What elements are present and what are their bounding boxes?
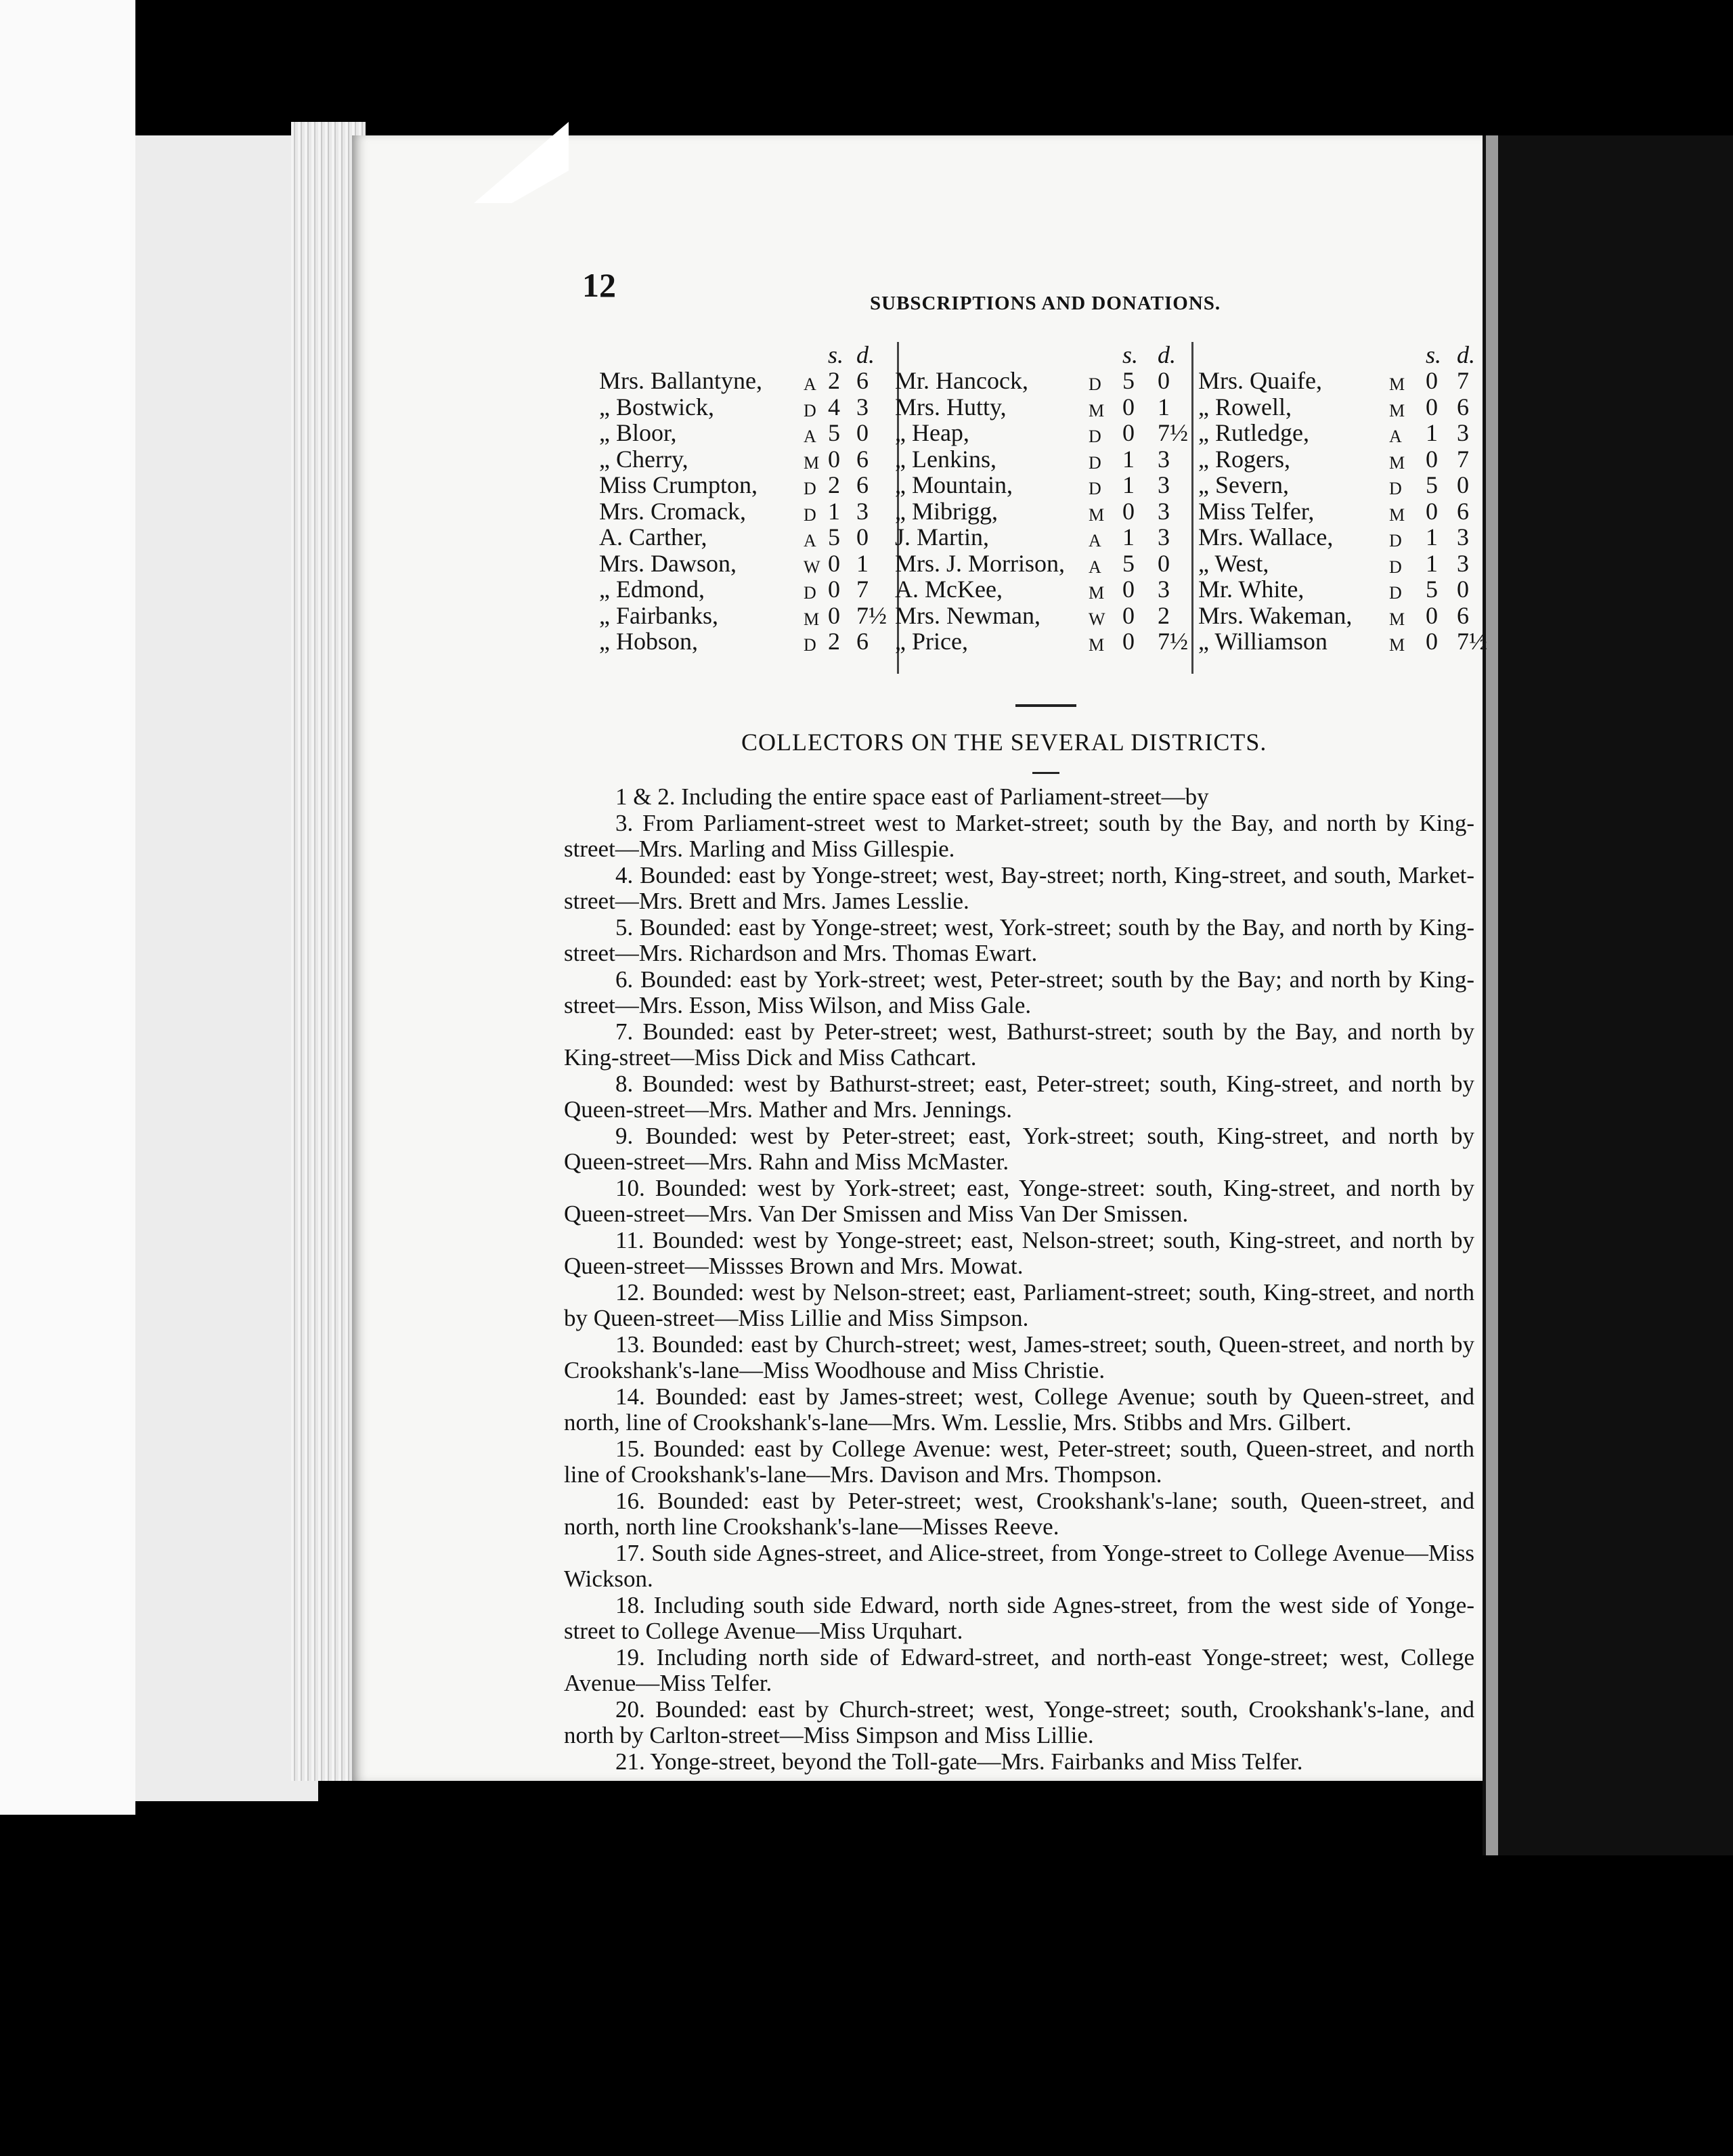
district-entry: 9. Bounded: west by Peter-street; east, York-street; south, King-street, and north by Queen-street—Mrs. Rahn and Miss McMaster. xyxy=(564,1122,1474,1175)
district-code: M xyxy=(1389,400,1405,421)
pence-value: 7½ xyxy=(856,601,887,629)
shillings-value: 5 xyxy=(1122,367,1135,394)
pence-value: 3 xyxy=(1158,445,1170,473)
collectors-heading: COLLECTORS ON THE SEVERAL DISTRICTS. xyxy=(741,729,1267,756)
district-code: W xyxy=(804,557,820,577)
subscriber-name: Mr. Hancock, xyxy=(895,367,1028,394)
pence-value: 6 xyxy=(856,367,869,394)
district-code: D xyxy=(1089,374,1101,394)
district-code: A xyxy=(804,374,816,394)
scan-background xyxy=(0,0,135,1815)
shillings-value: 5 xyxy=(828,419,840,446)
scan-dark-margin xyxy=(1483,135,1733,1855)
district-code: M xyxy=(1389,635,1405,655)
shillings-value: 1 xyxy=(1426,419,1438,446)
shillings-value: 0 xyxy=(1122,576,1135,603)
shillings-value: 5 xyxy=(1426,576,1438,603)
district-code: M xyxy=(1089,583,1105,603)
pence-value: 1 xyxy=(1158,393,1170,421)
heading-dash xyxy=(1032,772,1059,774)
shillings-value: 5 xyxy=(1122,549,1135,577)
page-gutter xyxy=(1486,135,1498,1855)
shillings-value: 0 xyxy=(828,445,840,473)
district-entry: 8. Bounded: west by Bathurst-street; east, Peter-street; south, King-street, and north by Queen-street—Mrs. Mather and Mrs. Jennings. xyxy=(564,1070,1474,1123)
district-entry: 10. Bounded: west by York-street; east, Yonge-street: south, King-street, and north by Queen-street—Mrs. Van Der Smissen and Miss Van Der Smissen. xyxy=(564,1174,1474,1227)
district-code: A xyxy=(804,427,816,446)
shillings-value: 0 xyxy=(1122,628,1135,655)
district-entry: 12. Bounded: west by Nelson-street; east, Parliament-street; south, King-street, and north by Queen-street—Miss Lillie and Miss Simpson. xyxy=(564,1278,1474,1331)
running-head: SUBSCRIPTIONS AND DONATIONS. xyxy=(870,293,1221,314)
subscriber-name: Miss Telfer, xyxy=(1198,497,1315,525)
district-entry: 5. Bounded: east by Yonge-street; west, York-street; south by the Bay, and north by King-street—Mrs. Richardson and Mrs. Thomas Ewart. xyxy=(564,913,1474,966)
subscriber-name: „ Rutledge, xyxy=(1198,419,1309,446)
pence-value: 6 xyxy=(856,445,869,473)
district-entry: 3. From Parliament-street west to Market-street; south by the Bay, and north by King-street—Mrs. Marling and Miss Gillespie. xyxy=(564,809,1474,862)
shillings-value: 0 xyxy=(1122,393,1135,421)
shillings-value: 5 xyxy=(828,523,840,551)
pence-value: 2 xyxy=(1158,601,1170,629)
subscriber-name: Mrs. Cromack, xyxy=(599,497,746,525)
shillings-value: 1 xyxy=(1426,549,1438,577)
subscriber-name: J. Martin, xyxy=(895,523,989,551)
district-code: D xyxy=(804,504,816,525)
district-code: A xyxy=(1089,557,1101,577)
pence-value: 6 xyxy=(1457,601,1469,629)
district-entry: 13. Bounded: east by Church-street; west, James-street; south, Queen-street, and north by Crookshank's-lane—Miss Woodhouse and Miss Christie. xyxy=(564,1331,1474,1383)
subscriber-name: „ Price, xyxy=(895,628,968,655)
pence-value: 7½ xyxy=(1158,628,1188,655)
shillings-value: 1 xyxy=(1122,471,1135,498)
shillings-value: 0 xyxy=(1426,497,1438,525)
subscriber-name: „ Mibrigg, xyxy=(895,497,998,525)
pence-value: 7 xyxy=(1457,367,1469,394)
district-code: M xyxy=(804,609,820,629)
district-entry: 17. South side Agnes-street, and Alice-street, from Yonge-street to College Avenue—Miss Wickson. xyxy=(564,1539,1474,1592)
subscriber-name: Mrs. Quaife, xyxy=(1198,367,1322,394)
pence-value: 0 xyxy=(1457,576,1469,603)
district-code: D xyxy=(1389,531,1402,551)
section-rule xyxy=(1015,704,1076,707)
district-code: D xyxy=(804,583,816,603)
pence-header: d. xyxy=(1158,341,1176,368)
pence-value: 3 xyxy=(1457,419,1469,446)
subscriber-name: Mrs. Wallace, xyxy=(1198,523,1334,551)
district-entry: 15. Bounded: east by College Avenue: west, Peter-street; south, Queen-street, and north line of Crookshank's-lane—Mrs. Davison and Mrs. Thompson. xyxy=(564,1435,1474,1488)
district-code: M xyxy=(1389,504,1405,525)
column-divider xyxy=(1191,342,1193,674)
district-code: M xyxy=(1389,609,1405,629)
district-code: M xyxy=(1089,400,1105,421)
subscriber-name: A. Carther, xyxy=(599,523,707,551)
subscriber-name: „ Hobson, xyxy=(599,628,698,655)
district-code: A xyxy=(1389,427,1402,446)
district-code: M xyxy=(1389,374,1405,394)
district-code: W xyxy=(1089,609,1105,629)
pence-value: 6 xyxy=(856,628,869,655)
subscriber-name: Mr. White, xyxy=(1198,576,1304,603)
shillings-header: s. xyxy=(1122,341,1139,368)
pence-value: 1 xyxy=(856,549,869,577)
subscriber-name: „ Williamson xyxy=(1198,628,1328,655)
pence-value: 3 xyxy=(1158,576,1170,603)
shillings-value: 1 xyxy=(1426,523,1438,551)
pence-header: d. xyxy=(1457,341,1475,368)
shillings-value: 1 xyxy=(828,497,840,525)
pence-value: 3 xyxy=(1457,549,1469,577)
shillings-value: 0 xyxy=(1122,419,1135,446)
shillings-value: 0 xyxy=(1426,601,1438,629)
district-code: D xyxy=(1089,452,1101,473)
shillings-value: 0 xyxy=(828,576,840,603)
pence-value: 7 xyxy=(1457,445,1469,473)
subscriber-name: „ Heap, xyxy=(895,419,969,446)
district-entry: 6. Bounded: east by York-street; west, Peter-street; south by the Bay; and north by King-street—Mrs. Esson, Miss Wilson, and Miss Gale. xyxy=(564,966,1474,1018)
pence-value: 7½ xyxy=(1158,419,1188,446)
pence-header: d. xyxy=(856,341,875,368)
subscriber-name: „ Cherry, xyxy=(599,445,688,473)
shillings-value: 2 xyxy=(828,628,840,655)
shillings-value: 4 xyxy=(828,393,840,421)
pence-value: 6 xyxy=(1457,393,1469,421)
pence-value: 3 xyxy=(1158,497,1170,525)
district-entry: 20. Bounded: east by Church-street; west, Yonge-street; south, Crookshank's-lane, and north by Carlton-street—Miss Simpson and Miss Lillie. xyxy=(564,1696,1474,1748)
shillings-value: 0 xyxy=(1426,628,1438,655)
district-list xyxy=(564,784,1474,1775)
subscriber-name: Mrs. J. Morrison, xyxy=(895,549,1066,577)
district-entry: 16. Bounded: east by Peter-street; west, Crookshank's-lane; south, Queen-street, and north, north line Crookshank's-lane—Misses Reeve. xyxy=(564,1487,1474,1540)
district-entry: 19. Including north side of Edward-street, and north-east Yonge-street; west, College Avenue—Miss Telfer. xyxy=(564,1643,1474,1696)
district-code: D xyxy=(804,635,816,655)
district-entry: 21. Yonge-street, beyond the Toll-gate—Mrs. Fairbanks and Miss Telfer. xyxy=(615,1748,1303,1775)
shillings-value: 1 xyxy=(1122,523,1135,551)
pence-value: 6 xyxy=(1457,497,1469,525)
pence-value: 0 xyxy=(1158,549,1170,577)
district-code: A xyxy=(804,531,816,551)
subscriber-name: „ Bostwick, xyxy=(599,393,714,421)
pence-value: 3 xyxy=(1457,523,1469,551)
page-number: 12 xyxy=(582,266,616,304)
subscriber-name: Mrs. Wakeman, xyxy=(1198,601,1353,629)
district-entry: 7. Bounded: east by Peter-street; west, Bathurst-street; south by the Bay, and north by King-street—Miss Dick and Miss Cathcart. xyxy=(564,1018,1474,1071)
district-entry: 1 & 2. Including the entire space east of Parliament-street—by xyxy=(615,783,1209,810)
subscriber-name: „ Rowell, xyxy=(1198,393,1292,421)
pence-value: 0 xyxy=(1457,471,1469,498)
shillings-value: 1 xyxy=(1122,445,1135,473)
shillings-header: s. xyxy=(1426,341,1442,368)
pence-value: 3 xyxy=(856,497,869,525)
subscriber-name: Mrs. Ballantyne, xyxy=(599,367,762,394)
district-code: D xyxy=(1089,427,1101,446)
subscriber-name: „ West, xyxy=(1198,549,1269,577)
shillings-value: 0 xyxy=(1122,601,1135,629)
pence-value: 3 xyxy=(856,393,869,421)
pence-value: 3 xyxy=(1158,471,1170,498)
district-code: M xyxy=(1089,504,1105,525)
pence-value: 7½ xyxy=(1457,628,1487,655)
shillings-value: 0 xyxy=(828,601,840,629)
district-code: D xyxy=(1089,479,1101,498)
pence-value: 0 xyxy=(856,523,869,551)
shillings-value: 0 xyxy=(828,549,840,577)
subscriber-name: „ Mountain, xyxy=(895,471,1013,498)
district-entry: 18. Including south side Edward, north side Agnes-street, from the west side of Yonge-street to College Avenue—Miss Urquhart. xyxy=(564,1591,1474,1644)
subscriber-name: „ Severn, xyxy=(1198,471,1289,498)
subscriber-name: Mrs. Newman, xyxy=(895,601,1040,629)
district-code: M xyxy=(1389,452,1405,473)
shillings-header: s. xyxy=(828,341,844,368)
district-code: A xyxy=(1089,531,1101,551)
subscriber-name: „ Edmond, xyxy=(599,576,705,603)
pence-value: 0 xyxy=(1158,367,1170,394)
district-code: D xyxy=(1389,583,1402,603)
shillings-value: 2 xyxy=(828,367,840,394)
subscriber-name: Mrs. Dawson, xyxy=(599,549,737,577)
district-code: D xyxy=(1389,557,1402,577)
district-code: D xyxy=(804,479,816,498)
district-code: M xyxy=(804,452,820,473)
shillings-value: 0 xyxy=(1426,445,1438,473)
district-code: D xyxy=(1389,479,1402,498)
pence-value: 6 xyxy=(856,471,869,498)
shillings-value: 0 xyxy=(1426,367,1438,394)
shillings-value: 0 xyxy=(1426,393,1438,421)
subscriber-name: „ Bloor, xyxy=(599,419,677,446)
district-entry: 4. Bounded: east by Yonge-street; west, Bay-street; north, King-street, and south, Market-street—Mrs. Brett and Mrs. James Lesslie. xyxy=(564,861,1474,914)
subscriber-name: „ Lenkins, xyxy=(895,445,996,473)
shillings-value: 5 xyxy=(1426,471,1438,498)
district-entry: 11. Bounded: west by Yonge-street; east, Nelson-street; south, King-street, and north by Queen-street—Missses Brown and Mrs. Mowat. xyxy=(564,1226,1474,1279)
district-entry: 14. Bounded: east by James-street; west, College Avenue; south by Queen-street, and north, line of Crookshank's-lane—Mrs. Wm. Lesslie, Mrs. Stibbs and Mrs. Gilbert. xyxy=(564,1383,1474,1436)
district-code: M xyxy=(1089,635,1105,655)
subscriber-name: A. McKee, xyxy=(895,576,1003,603)
pence-value: 3 xyxy=(1158,523,1170,551)
pence-value: 0 xyxy=(856,419,869,446)
shillings-value: 2 xyxy=(828,471,840,498)
subscriber-name: Mrs. Hutty, xyxy=(895,393,1007,421)
shillings-value: 0 xyxy=(1122,497,1135,525)
subscriber-name: „ Fairbanks, xyxy=(599,601,718,629)
pence-value: 7 xyxy=(856,576,869,603)
district-code: D xyxy=(804,400,816,421)
subscriber-name: „ Rogers, xyxy=(1198,445,1290,473)
subscriber-name: Miss Crumpton, xyxy=(599,471,758,498)
